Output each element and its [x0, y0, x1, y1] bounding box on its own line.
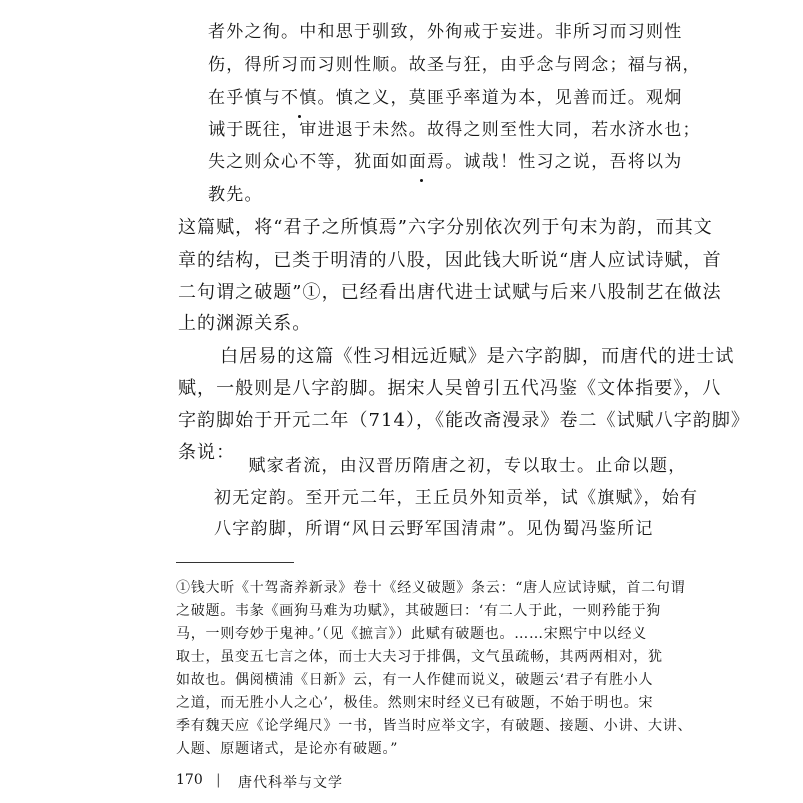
footnote-line: 季有魏天应《论学绳尺》一书，皆当时应举文字，有破题、接题、小讲、大讲、 — [176, 718, 693, 734]
body-line: 这篇赋，将“君子之所慎焉”六字分别依次列于句末为韵，而其文 — [178, 217, 713, 238]
quote-line: 失之则众心不等，犹面如面焉。诚哉！性习之说，吾将以为 — [208, 152, 683, 172]
quote-line: 在乎慎与不慎。慎之义，莫匪乎率道为本，见善而迁。观炯 — [208, 88, 683, 108]
footer-separator: | — [216, 772, 221, 788]
page-number: 170 — [176, 772, 203, 788]
emphasis-dot-icon — [298, 115, 301, 118]
footnote-divider — [176, 562, 294, 563]
footnote-line: 如故也。偶阅横浦《日新》云，有一人作健而说义，破题云‘君子有胜小人 — [176, 672, 654, 688]
footnote-line: 之破题。韦彖《画狗马难为功赋》，其破题曰：‘有二人于此，一则矜能于狗 — [176, 603, 661, 619]
footnote-line: 人题、原题诸式，是论亦有破题。” — [176, 741, 399, 757]
body-line: 二句谓之破题”①，已经看出唐代进士试赋与后来八股制艺在做法 — [178, 282, 722, 303]
book-title: 唐代科举与文学 — [238, 775, 343, 791]
footnote-line: 取士，虽变五七言之体，而士大夫习于排偶，文气虽疏畅，其两两相对，犹 — [176, 649, 663, 665]
quote-line: 者外之徇。中和思于驯致，外徇戒于妄进。非所习而习则性 — [208, 22, 683, 42]
body-line: 条说： — [178, 442, 236, 463]
body-line: 白居易的这篇《性习相远近赋》是六字韵脚，而唐代的进士试 — [182, 346, 735, 367]
quote-line: 教先。 — [208, 185, 263, 205]
footnote-line: 马，一则夸妙于鬼神。’（见《摭言》）此赋有破题也。……宋熙宁中以经义 — [176, 626, 647, 642]
quote-line: 初无定韵。至开元二年，王丘员外知贡举，试《旗赋》，始有 — [214, 488, 699, 508]
quote-line: 诫于既往，审进退于未然。故得之则至性大同，若水济水也； — [208, 120, 701, 140]
body-line: 章的结构，已类于明清的八股，因此钱大昕说“唐人应试诗赋，首 — [178, 250, 722, 271]
body-line: 上的渊源关系。 — [178, 313, 312, 334]
quote-line: 赋家者流，由汉晋历隋唐之初，专以取士。止命以题， — [212, 456, 687, 476]
footnote-line: 之道，而无胜小人之心’，极佳。然则宋时经义已有破题，不始于明也。宋 — [176, 695, 654, 711]
emphasis-dot-icon — [420, 179, 423, 182]
quote-line: 伤，得所习而习则性顺。故圣与狂，由乎念与罔念；福与祸， — [208, 55, 701, 75]
body-line: 赋，一般则是八字韵脚。据宋人吴曾引五代冯鉴《文体指要》，八 — [178, 378, 722, 399]
body-line: 字韵脚始于开元二年（714），《能改斋漫录》卷二《试赋八字韵脚》 — [178, 410, 750, 431]
footnote-line: ①钱大昕《十驾斋养新录》卷十《经义破题》条云：“唐人应试诗赋，首二句谓 — [176, 580, 686, 596]
quote-line: 八字韵脚，所谓“风日云野军国清肃”。见伪蜀冯鉴所记 — [214, 519, 654, 539]
